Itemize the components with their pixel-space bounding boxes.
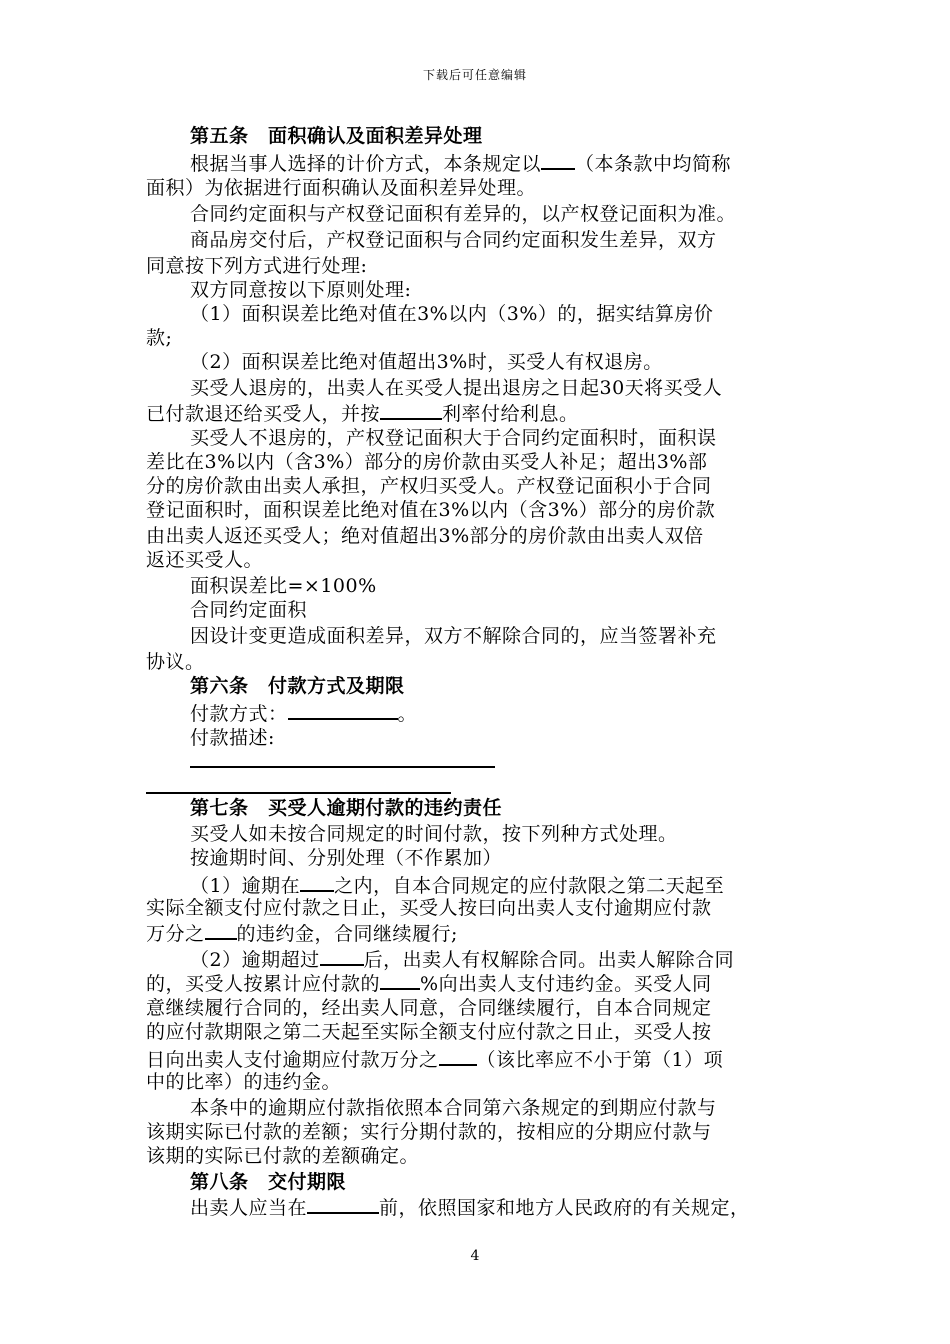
paragraph-line: 实际全额支付应付款之日止，买受人按曰向出卖人支付逾期应付款 [146, 897, 712, 919]
paragraph-line: 日向出卖人支付逾期应付款万分之 （该比率应不小于第（1）项 [146, 1046, 723, 1073]
paragraph-line: （2）逾期超过 后，出卖人有权解除合同。出卖人解除合同 [190, 946, 734, 973]
paragraph-line: 本条中的逾期应付款指依照本合同第六条规定的到期应付款与 [190, 1097, 717, 1119]
section-8-title: 第八条 交付期限 [190, 1171, 347, 1193]
blank-field [320, 946, 364, 966]
paragraph-line: 付款方式： 。 [190, 700, 417, 727]
paragraph-line: 由出卖人返还买受人；绝对值超出3%部分的房价款由出卖人双倍 [146, 525, 704, 547]
paragraph-line: 商品房交付后，产权登记面积与合同约定面积发生差异，双方 [190, 229, 717, 251]
blank-rule [190, 766, 495, 768]
paragraph-line: 合同约定面积与产权登记面积有差异的，以产权登记面积为准。 [190, 203, 737, 225]
paragraph-line: 面积误差比=×100% [190, 575, 377, 597]
page-header: 下载后可任意编辑 [422, 68, 527, 82]
blank-field [439, 1046, 477, 1066]
paragraph-line: 差比在3%以内（含3%）部分的房价款由买受人补足；超出3%部 [146, 451, 708, 473]
paragraph-line: 合同约定面积 [190, 599, 308, 621]
paragraph-line: 登记面积时，面积误差比绝对值在3%以内（含3%）部分的房价款 [146, 499, 716, 521]
paragraph-line: 双方同意按以下原则处理: [190, 279, 412, 301]
section-7-title: 第七条 买受人逾期付款的违约责任 [190, 797, 503, 819]
paragraph-line: 根据当事人选择的计价方式，本条规定以 （本条款中均简称 [190, 150, 731, 177]
paragraph-line: 买受人不退房的，产权登记面积大于合同约定面积时，面积误 [190, 427, 717, 449]
paragraph-line: 付款描述: [190, 727, 275, 749]
section-5-title: 第五条 面积确认及面积差异处理 [190, 125, 483, 147]
paragraph-line: 意继续履行合同的，经出卖人同意，合同继续履行，自本合同规定 [146, 997, 712, 1019]
section-6-title: 第六条 付款方式及期限 [190, 675, 405, 697]
paragraph-line: 中的比率）的违约金。 [146, 1071, 342, 1093]
paragraph-line: 因设计变更造成面积差异，双方不解除合同的，应当签署补充 [190, 625, 717, 647]
paragraph-line: 分的房价款由出卖人承担，产权归买受人。产权登记面积小于合同 [146, 475, 712, 497]
blank-field [541, 150, 575, 170]
blank-field [380, 970, 420, 990]
blank-field [380, 400, 442, 420]
paragraph-line: 面积）为依据进行面积确认及面积差异处理。 [146, 177, 537, 199]
paragraph-line: 同意按下列方式进行处理: [146, 255, 368, 277]
paragraph-line: 的，买受人按累计应付款的 %向出卖人支付违约金。买受人同 [146, 970, 712, 997]
paragraph-line: 该期的实际已付款的差额确定。 [146, 1145, 420, 1167]
paragraph-line: 买受人退房的，出卖人在买受人提出退房之日起30天将买受人 [190, 377, 723, 399]
paragraph-line: 按逾期时间、分别处理（不作累加） [190, 847, 503, 869]
paragraph-line: 款; [146, 327, 173, 349]
blank-rule [146, 792, 451, 794]
blank-field [288, 700, 398, 720]
paragraph-line: 买受人如未按合同规定的时间付款，按下列种方式处理。 [190, 823, 678, 845]
blank-field [307, 1194, 379, 1214]
blank-field [205, 920, 237, 940]
paragraph-line: 的应付款期限之第二天起至实际全额支付应付款之日止，买受人按 [146, 1021, 712, 1043]
paragraph-line: （1）面积误差比绝对值在3%以内（3%）的，据实结算房价 [190, 303, 714, 325]
paragraph-line: （2）面积误差比绝对值超出3%时，买受人有权退房。 [190, 351, 663, 373]
paragraph-line: 万分之 的违约金，合同继续履行; [146, 920, 458, 947]
paragraph-line: （1）逾期在 之内，自本合同规定的应付款限之第二天起至 [190, 872, 724, 899]
page-number: 4 [470, 1248, 480, 1264]
paragraph-line: 已付款退还给买受人，并按 利率付给利息。 [146, 400, 579, 427]
paragraph-line: 返还买受人。 [146, 549, 264, 571]
blank-field [300, 872, 334, 892]
paragraph-line: 协议。 [146, 651, 205, 673]
paragraph-line: 出卖人应当在 前，依照国家和地方人民政府的有关规定， [190, 1194, 750, 1221]
paragraph-line: 该期实际已付款的差额；实行分期付款的，按相应的分期应付款与 [146, 1121, 712, 1143]
